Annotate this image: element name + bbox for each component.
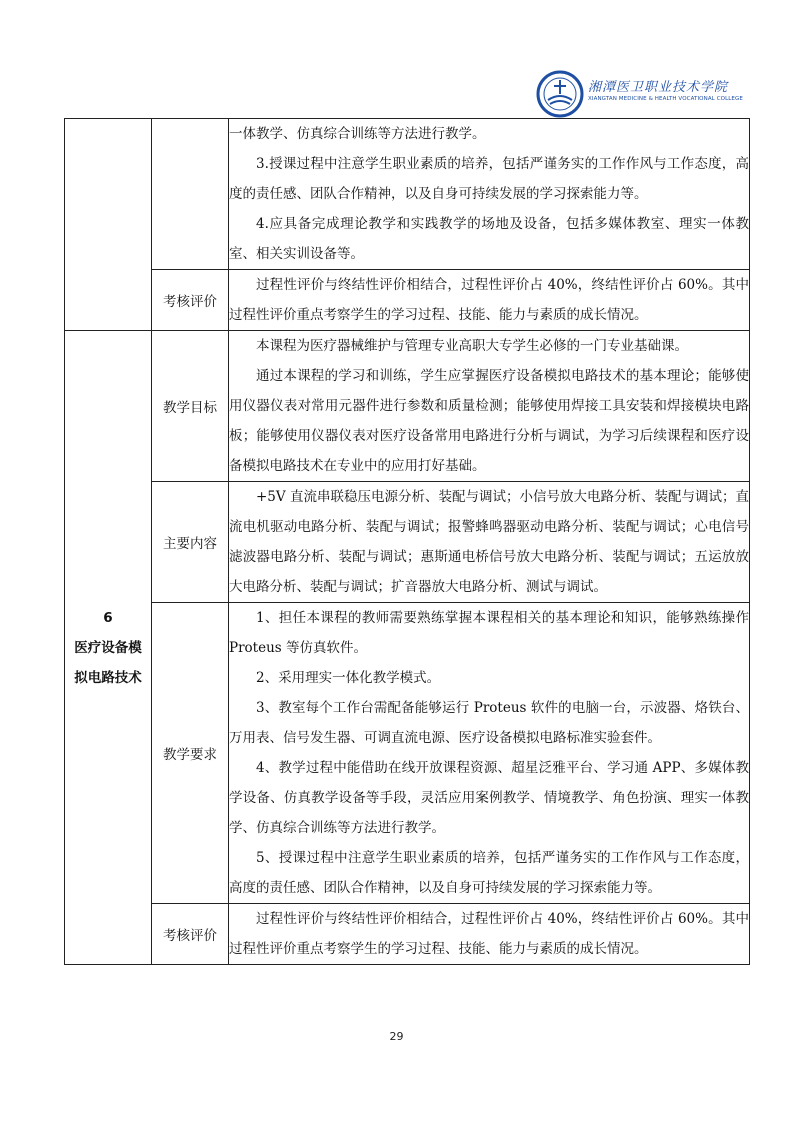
table-row (65, 904, 750, 965)
paragraph: 3.授课过程中注意学生职业素质的培养，包括严谨务实的工作作风与工作态度，高度的责任感、团队合作精神，以及自身可持续发展的学习探索能力等。 (229, 156, 749, 202)
curriculum-table (64, 118, 750, 965)
paragraph: +5V 直流串联稳压电源分析、装配与调试；小信号放大电路分析、装配与调试；直流电机驱动电路分析、装配与调试；报警蜂鸣器驱动电路分析、装配与调试；心电信号滤波器电路分析、装配与调试；惠斯通电桥信号放大电路分析、装配与调试；五运放放大电路分析、装配与调试；扩音器放大电路分析、测试与调试。 (229, 489, 749, 595)
table-row (65, 331, 750, 482)
req-text-cell (229, 603, 750, 904)
paragraph: 本课程为医疗器械维护与管理专业高职大专学生必修的一门专业基础课。 (256, 338, 688, 354)
content-text-cell (229, 482, 750, 603)
paragraph: 5、授课过程中注意学生职业素质的培养，包括严谨务实的工作作风与工作态度，高度的责任感、团队合作精神，以及自身可持续发展的学习探索能力等。 (229, 850, 749, 896)
paragraph: 3、教室每个工作台需配备能够运行 Proteus 软件的电脑一台，示波器、烙铁台、万用表、信号发生器、可调直流电源、医疗设备模拟电路标准实验套件。 (229, 700, 749, 746)
course-name-line1: 医疗设备模 (74, 639, 142, 656)
paragraph: 通过本课程的学习和训练，学生应掌握医疗设备模拟电路技术的基本理论；能够使用仪器仪表对常用元器件进行参数和质量检测；能够使用焊接工具安装和焊接模块电路板；能够使用仪器仪表对医疗设备常用电路进行分析与调试，为学习后续课程和医疗设备模拟电路技术在专业中的应用打好基础。 (229, 368, 749, 474)
table-row (65, 270, 750, 331)
course-number: 6 (103, 609, 113, 626)
school-logo-icon (536, 70, 584, 118)
eval-text-cell (229, 904, 750, 965)
school-name: 湘潭医卫职业技术学院 (588, 80, 729, 95)
paragraph: 4、教学过程中能借助在线开放课程资源、超星泛雅平台、学习通 APP、多媒体教学设备、仿真教学设备等手段，灵活应用案例教学、情境教学、角色扮演、理实一体教学、仿真综合训练等方法进行教学。 (229, 760, 749, 836)
page-number: 29 (389, 1030, 404, 1043)
table-row (65, 482, 750, 603)
req-label: 教学要求 (152, 603, 229, 904)
requirement-label-cell (152, 119, 229, 270)
eval-text-cell (229, 270, 750, 331)
goal-label: 教学目标 (152, 331, 229, 482)
course-name-cell (65, 331, 152, 965)
page-header (526, 60, 746, 118)
paragraph: 2、采用理实一体化教学模式。 (256, 670, 441, 686)
paragraph: 1、担任本课程的教师需要熟练掌握本课程相关的基本理论和知识，能够熟练操作 Proteus 等仿真软件。 (229, 610, 749, 656)
eval-label: 考核评价 (152, 904, 229, 965)
table-row (65, 119, 750, 270)
eval-label: 考核评价 (152, 270, 229, 331)
requirement-text-cell (229, 119, 750, 270)
paragraph: 过程性评价与终结性评价相结合，过程性评价占 40%，终结性评价占 60%。其中过程性评价重点考察学生的学习过程、技能、能力与素质的成长情况。 (229, 277, 749, 323)
paragraph: 过程性评价与终结性评价相结合，过程性评价占 40%，终结性评价占 60%。其中过程性评价重点考察学生的学习过程、技能、能力与素质的成长情况。 (229, 911, 749, 957)
goal-text-cell (229, 331, 750, 482)
school-name-en: XIANGTAN MEDICINE & HEALTH VOCATIONAL COLLEGE (588, 96, 743, 102)
content-label: 主要内容 (152, 482, 229, 603)
table-row (65, 603, 750, 904)
paragraph: 一体教学、仿真综合训练等方法进行教学。 (229, 126, 486, 142)
course-cell-empty (65, 119, 152, 331)
paragraph: 4.应具备完成理论教学和实践教学的场地及设备，包括多媒体教室、理实一体教室、相关实训设备等。 (229, 216, 749, 262)
course-name-line2: 拟电路技术 (74, 669, 142, 686)
